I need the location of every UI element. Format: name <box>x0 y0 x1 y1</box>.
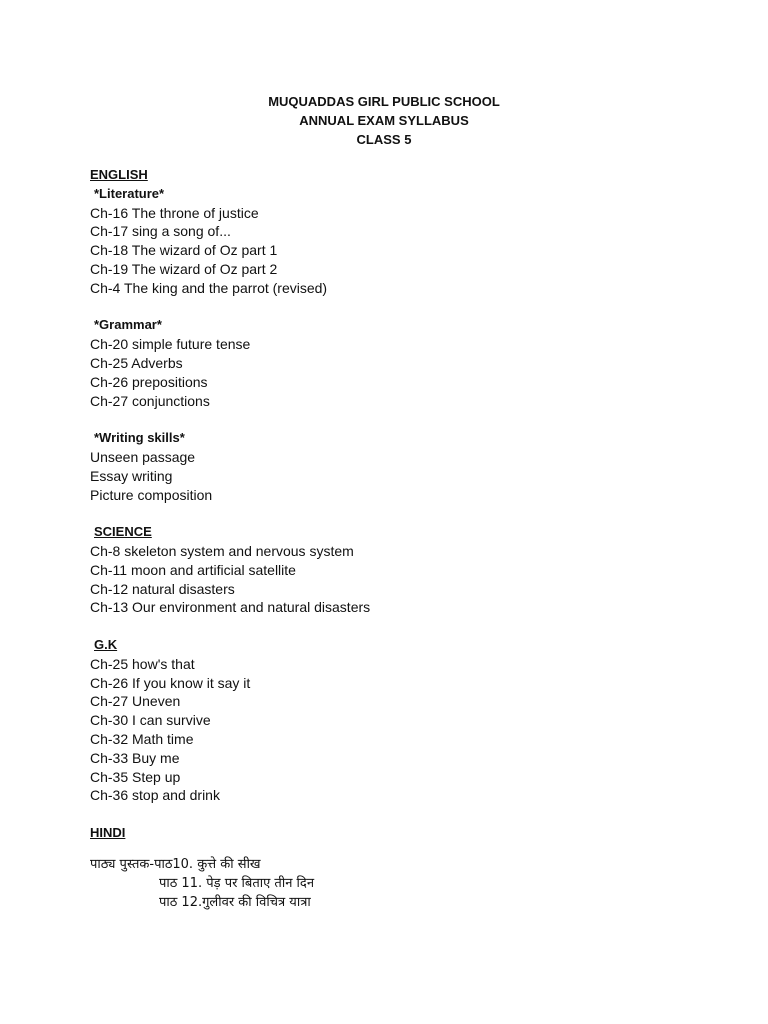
list-item: Ch-26 prepositions <box>90 373 208 390</box>
list-item: Ch-32 Math time <box>90 730 194 747</box>
science-heading: SCIENCE <box>94 524 152 540</box>
gk-heading: G.K <box>94 636 118 652</box>
list-item: Unseen passage <box>90 448 196 465</box>
list-item: Ch-17 sing a song of... <box>90 223 231 240</box>
list-item: Ch-27 Uneven <box>90 693 181 710</box>
english-heading: ENGLISH <box>90 167 148 182</box>
list-item: Ch-16 The throne of justice <box>90 204 259 221</box>
school-name: MUQUADDAS GIRL PUBLIC SCHOOL <box>268 94 500 109</box>
list-item: Ch-18 The wizard of Oz part 1 <box>90 242 278 259</box>
hindi-list <box>90 855 690 912</box>
document-header <box>0 92 768 149</box>
list-item: Ch-4 The king and the parrot (revised) <box>90 279 328 296</box>
list-item: Ch-27 conjunctions <box>90 392 210 409</box>
list-item: पाठ्य पुस्तक-पाठ10. कुत्ते की सीख <box>90 856 261 872</box>
list-item: पाठ 11. पेड़ पर बिताए तीन दिन <box>159 875 315 891</box>
list-item: Ch-19 The wizard of Oz part 2 <box>90 260 278 277</box>
list-item: Ch-11 moon and artificial satellite <box>90 561 296 578</box>
list-item: Ch-26 If you know it say it <box>90 674 251 691</box>
list-item: Ch-8 skeleton system and nervous system <box>90 542 354 559</box>
list-item: Ch-12 natural disasters <box>90 580 235 597</box>
list-item: Picture composition <box>90 486 213 503</box>
list-item: Essay writing <box>90 467 173 484</box>
list-item: Ch-30 I can survive <box>90 712 211 729</box>
list-item: Ch-20 simple future tense <box>90 336 251 353</box>
list-item: Ch-36 stop and drink <box>90 787 220 804</box>
list-item: Ch-35 Step up <box>90 768 181 785</box>
syllabus-content <box>90 166 690 912</box>
literature-subheading: *Literature* <box>94 185 165 201</box>
writing-skills-subheading: *Writing skills* <box>94 430 185 446</box>
list-item: Ch-25 Adverbs <box>90 354 183 371</box>
list-item: Ch-13 Our environment and natural disasters <box>90 599 371 616</box>
list-item: पाठ 12.गुलीवर की विचित्र यात्रा <box>159 894 311 910</box>
list-item: Ch-25 how's that <box>90 655 195 672</box>
hindi-heading: HINDI <box>90 824 126 840</box>
grammar-subheading: *Grammar* <box>94 317 162 333</box>
class-label: CLASS 5 <box>356 132 412 147</box>
document-title: ANNUAL EXAM SYLLABUS <box>299 113 469 128</box>
list-item: Ch-33 Buy me <box>90 749 180 766</box>
